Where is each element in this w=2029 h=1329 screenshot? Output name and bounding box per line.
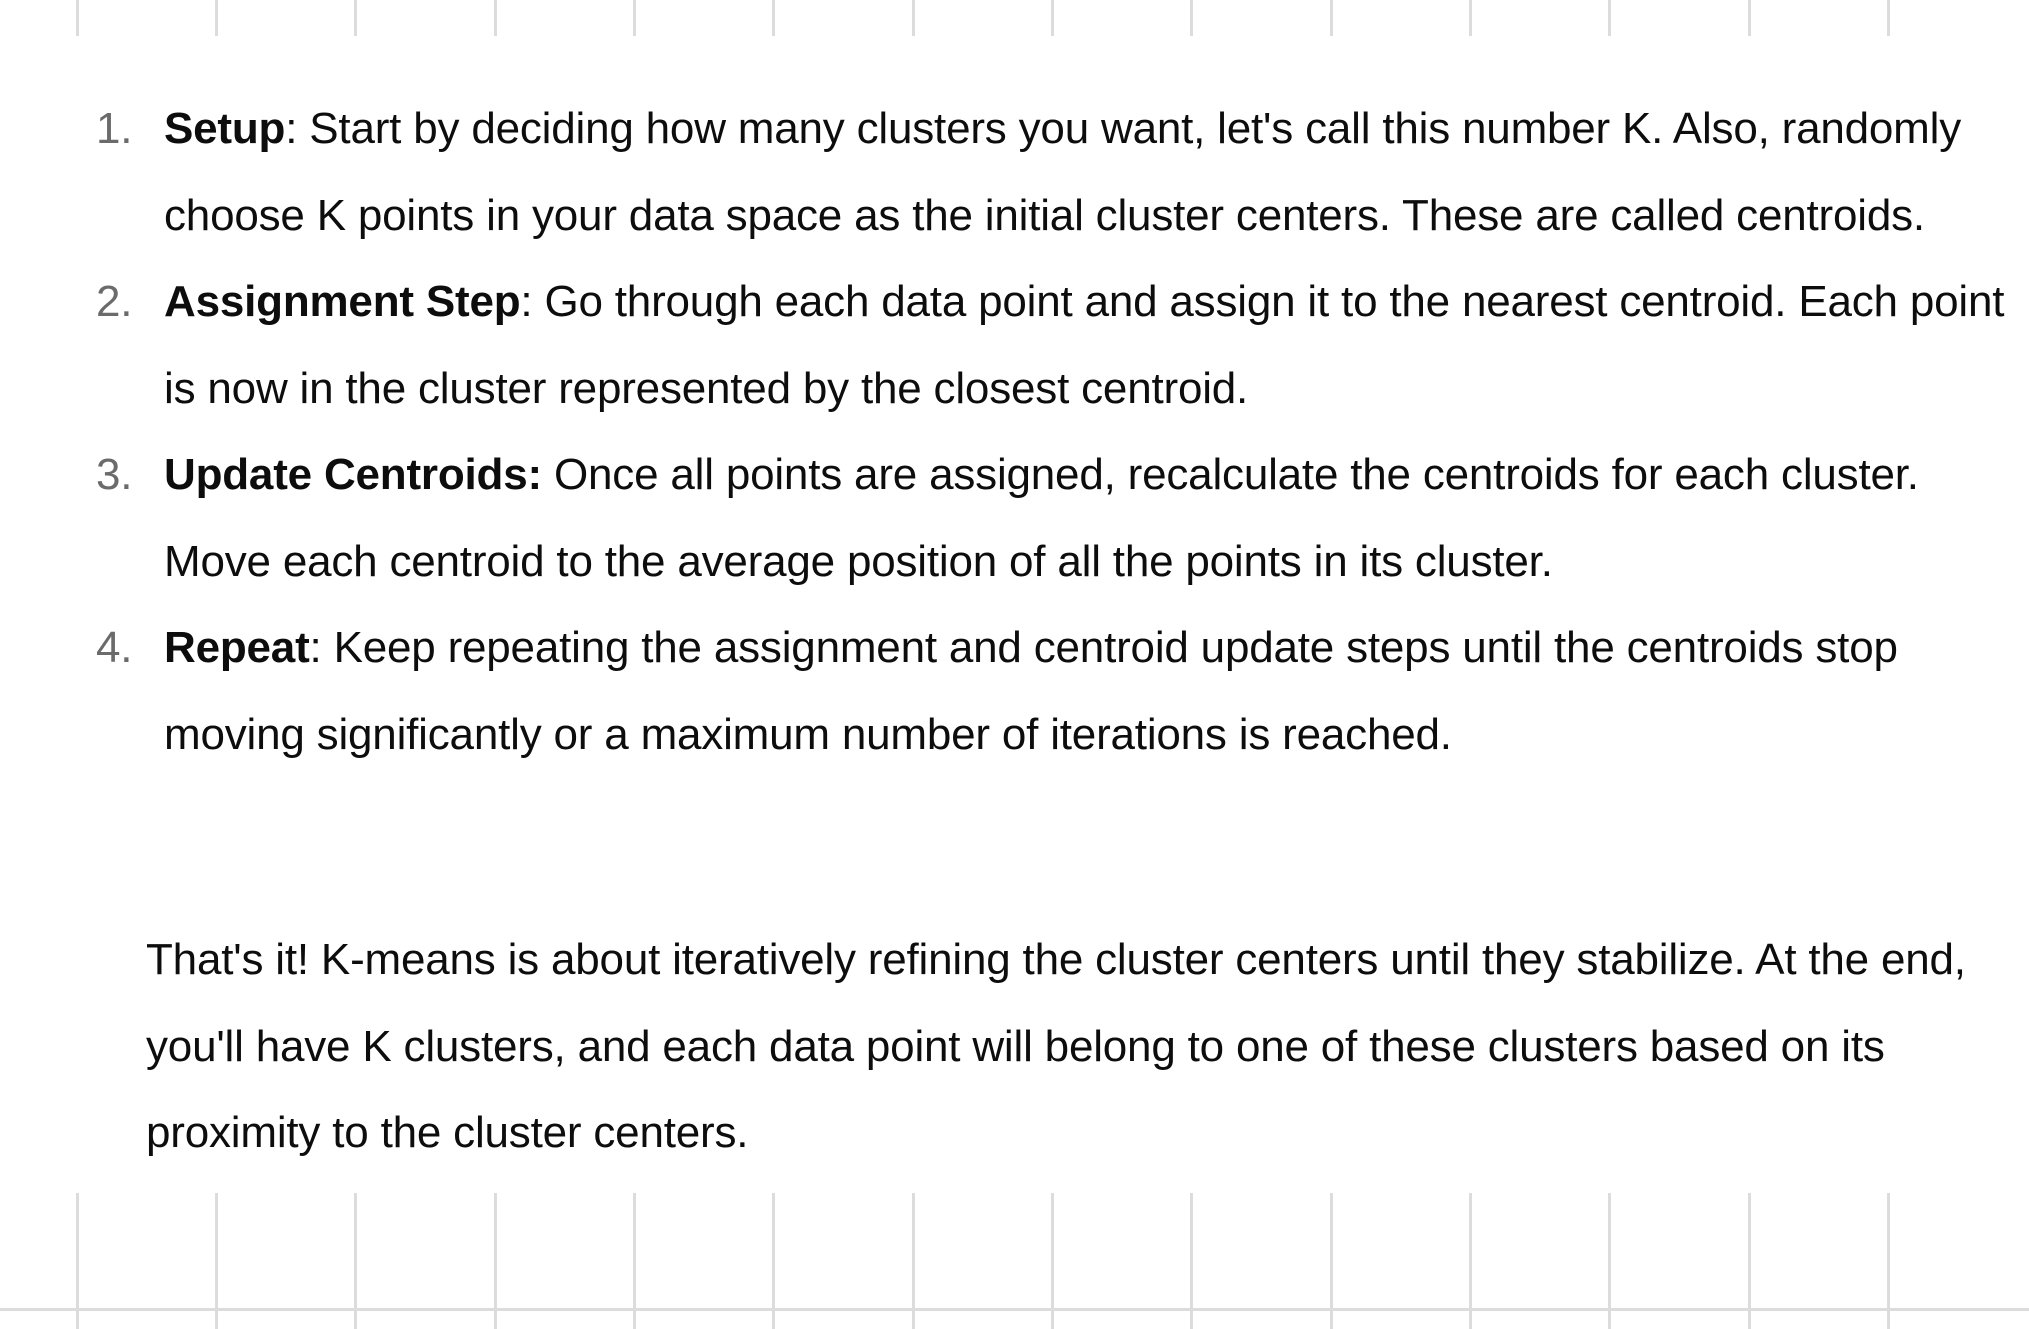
- summary-paragraph: That's it! K-means is about iteratively refining the cluster centers until they stabilize. At the end, you'll have K clusters, and each data point will belong to one of these clusters based on its proximity to the cluster centers.: [146, 935, 1966, 1157]
- step-title: Update Centroids:: [164, 450, 542, 499]
- list-number: 2.: [96, 277, 133, 326]
- steps-list: [0, 86, 2029, 778]
- grid-background-top: [0, 0, 2029, 36]
- list-item: [0, 605, 2029, 778]
- grid-background-bottom: [0, 1193, 2029, 1329]
- step-text: : Keep repeating the assignment and centroid update steps until the centroids stop moving significantly or a maximum number of iterations is reached.: [164, 623, 1898, 759]
- step-text: : Start by deciding how many clusters you want, let's call this number K. Also, randomly choose K points in your data space as the initial cluster centers. These are called centroids.: [164, 104, 1962, 240]
- step-title: Setup: [164, 104, 286, 153]
- list-item: [0, 86, 2029, 259]
- list-item: [0, 259, 2029, 432]
- step-text: Once all points are assigned, recalculate the centroids for each cluster. Move each centroid to the average position of all the points in its cluster.: [164, 450, 1919, 586]
- list-number: 4.: [96, 623, 133, 672]
- list-number: 1.: [96, 104, 133, 153]
- step-title: Repeat: [164, 623, 310, 672]
- list-number: 3.: [96, 450, 133, 499]
- step-text: : Go through each data point and assign it to the nearest centroid. Each point is now in the cluster represented by the closest centroid.: [164, 277, 2005, 413]
- step-title: Assignment Step: [164, 277, 521, 326]
- list-item: [0, 432, 2029, 605]
